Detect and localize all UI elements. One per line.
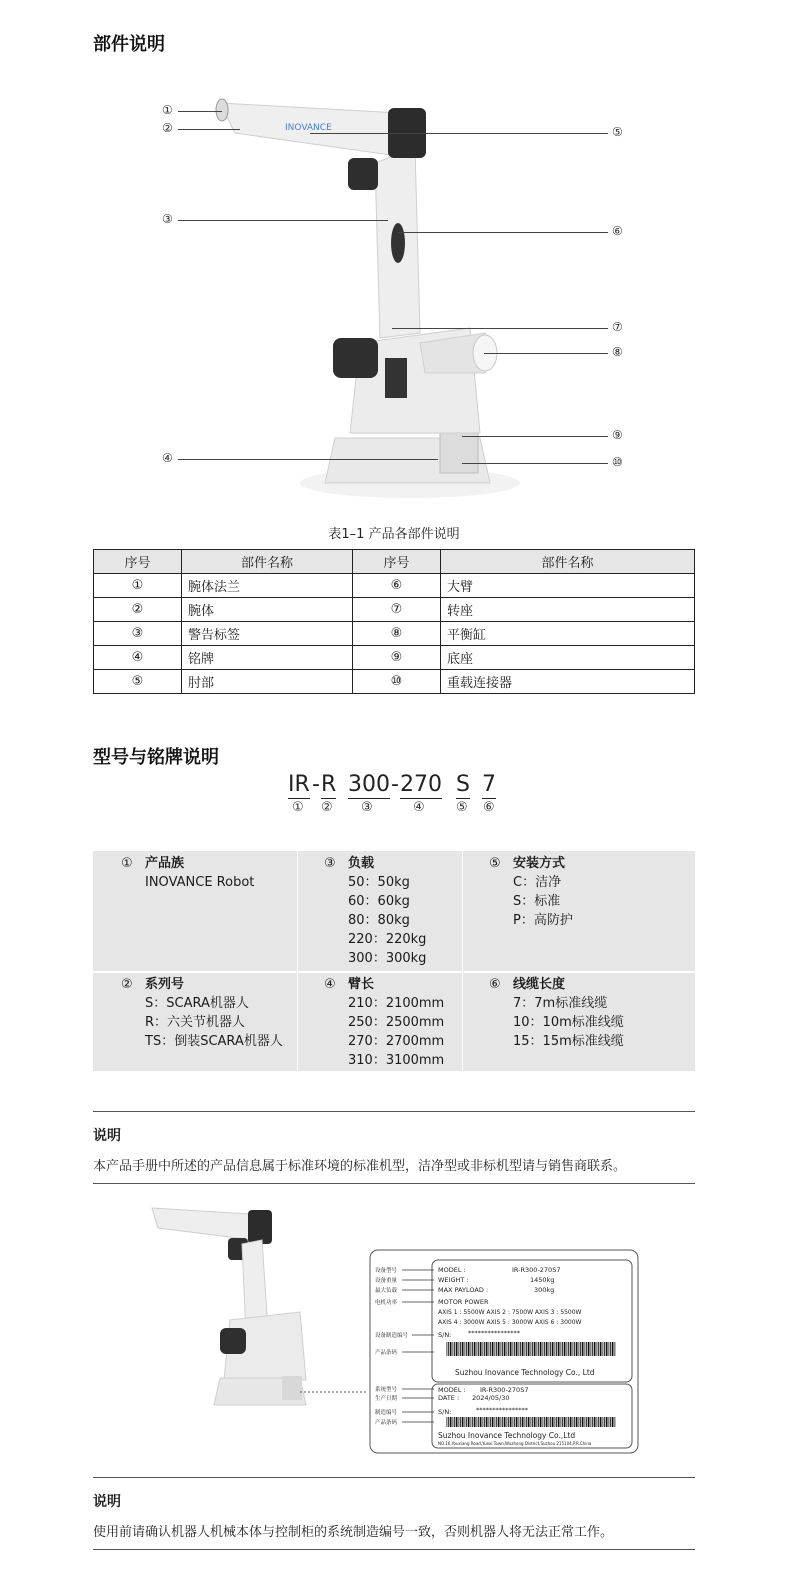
plate-sn-value: **************** [476,1406,528,1414]
note-divider [93,1111,695,1112]
callout-line-7 [392,328,608,329]
plate-address: NO.16,Youxiang Road,Yuexi Town,Wuzhong District,Suzhou 215104,P.R.China [438,1441,592,1446]
info-line: 310：3100mm [348,1053,445,1068]
plate-label: 设备制造编号 [375,1333,409,1339]
table-row [94,622,695,646]
barcode-lower [446,1417,616,1427]
part-number: ⑦ [353,598,441,622]
info-title: 线缆长度 [513,977,566,992]
part-name: 铭牌 [182,646,353,670]
info-line: 250：2500mm [348,1015,445,1030]
robot-thumbnail [152,1208,306,1405]
plate-label: 生产日期 [375,1396,398,1402]
callout-5: ⑤ [612,125,623,139]
code-seg-family: IR [288,772,310,797]
callout-6: ⑥ [612,224,623,238]
plate-axis-row: AXIS 1 : 5500W AXIS 2 : 7500W AXIS 3 : 5500W [438,1309,582,1316]
part-name: 底座 [441,646,695,670]
model-info-arm-length [324,975,445,1070]
info-line: 15：15m标准线缆 [513,1034,624,1049]
table-header: 部件名称 [182,550,353,574]
info-line: 7：7m标准线缆 [513,996,608,1011]
part-name: 重载连接器 [441,670,695,694]
code-seg-mount: S [456,772,470,797]
info-line: 300：300kg [348,951,427,966]
part-name: 腕体法兰 [182,574,353,598]
part-name: 大臂 [441,574,695,598]
plate-date: DATE : [438,1394,460,1402]
part-number: ⑥ [353,574,441,598]
part-number: ⑧ [353,622,441,646]
table-caption: 表1–1 产品各部件说明 [328,527,460,542]
plate-motor: MOTOR POWER [438,1298,489,1306]
model-info-family [121,854,255,892]
info-title: 系列号 [145,977,185,992]
info-line: S：标准 [513,894,561,909]
info-line: 270：2700mm [348,1034,445,1049]
table-header: 部件名称 [441,550,695,574]
callout-line-4 [178,459,438,460]
code-num-1: ① [292,800,304,815]
info-line: 10：10m标准线缆 [513,1015,624,1030]
plate-label: 设备型号 [375,1268,398,1274]
info-line: 80：80kg [348,913,410,928]
callout-line-5 [310,133,608,134]
model-info-grid [93,851,695,1071]
callout-line-6 [398,232,608,233]
callout-2: ② [162,121,173,135]
part-number: ⑤ [94,670,182,694]
plate-payload-value: 300kg [534,1286,555,1294]
code-num-5: ⑤ [456,800,468,815]
info-line: S：SCARA机器人 [145,996,249,1011]
info-num: ① [121,856,133,871]
part-name: 转座 [441,598,695,622]
code-seg-arm: 270 [400,772,442,797]
callout-10: ⑩ [612,455,623,469]
part-name: 警告标签 [182,622,353,646]
info-num: ⑤ [489,856,501,871]
plate-company: Suzhou Inovance Technology Co.,Ltd [438,1431,576,1440]
plate-weight-value: 1450kg [530,1276,555,1284]
info-title: 臂长 [348,977,375,992]
code-seg-payload: 300 [348,772,390,797]
callout-4: ④ [162,451,173,465]
barcode-upper [446,1342,616,1356]
info-num: ④ [324,977,336,992]
info-num: ③ [324,856,336,871]
code-dash: - [391,772,399,797]
info-title: 产品族 [145,856,185,871]
part-number: ③ [94,622,182,646]
code-num-6: ⑥ [483,800,495,815]
callout-3: ③ [162,212,173,226]
code-dash: - [312,772,320,797]
note-text: 使用前请确认机器人机械本体与控制柜的系统制造编号一致，否则机器人将无法正常工作。 [93,1525,614,1540]
model-info-series [121,975,283,1051]
table-row [94,646,695,670]
part-number: ② [94,598,182,622]
section-title-parts: 部件说明 [93,34,165,55]
info-title: 安装方式 [513,856,566,871]
plate-label: 制造编号 [375,1410,398,1416]
plate-weight: WEIGHT : [438,1276,469,1284]
info-num: ⑥ [489,977,501,992]
plate-model: MODEL : [438,1386,466,1394]
plate-label: 设备重量 [375,1278,398,1284]
callout-line-1 [178,111,222,112]
plate-label: 最大负载 [375,1288,398,1294]
plate-sn: S/N: [438,1331,452,1339]
info-line: 210：2100mm [348,996,445,1011]
callout-line-8 [484,353,608,354]
info-line: INOVANCE Robot [145,875,255,890]
note-title: 说明 [93,1494,121,1510]
note-divider [93,1549,695,1550]
plate-sn: S/N: [438,1408,452,1416]
part-name: 腕体 [182,598,353,622]
part-number: ⑨ [353,646,441,670]
plate-label: 产品条码 [375,1350,398,1356]
parts-table [93,549,695,694]
part-number: ④ [94,646,182,670]
info-line: P：高防护 [513,913,573,928]
plate-label: 系统型号 [375,1387,398,1393]
callout-8: ⑧ [612,345,623,359]
note-text: 本产品手册中所述的产品信息属于标准环境的标准机型，洁净型或非标机型请与销售商联系。 [93,1159,627,1174]
info-num: ② [121,977,133,992]
table-row [94,574,695,598]
plate-label: 电机功率 [375,1300,398,1306]
note-divider [93,1183,695,1184]
plate-axis-row: AXIS 4 : 3000W AXIS 5 : 3000W AXIS 6 : 3000W [438,1319,582,1326]
nameplate-illustration [150,1200,650,1458]
callout-9: ⑨ [612,428,623,442]
callout-line-3 [178,220,388,221]
table-header: 序号 [353,550,441,574]
code-num-2: ② [321,800,333,815]
plate-company: Suzhou Inovance Technology Co., Ltd [455,1368,595,1377]
info-line: C：洁净 [513,875,562,890]
plate-sn-value: **************** [468,1329,520,1337]
code-num-4: ④ [413,800,425,815]
code-seg-series: R [321,772,337,797]
code-num-3: ③ [361,800,373,815]
callout-1: ① [162,103,173,117]
part-name: 肘部 [182,670,353,694]
robot-illustration [150,88,650,500]
plate-date-value: 2024/05/30 [472,1394,510,1402]
plate-model: MODEL : [438,1266,466,1274]
info-line: 50：50kg [348,875,410,890]
info-line: 220：220kg [348,932,427,947]
callout-7: ⑦ [612,320,623,334]
info-line: 60：60kg [348,894,410,909]
part-number: ① [94,574,182,598]
part-number: ⑩ [353,670,441,694]
info-line: R：六关节机器人 [145,1015,246,1030]
table-row [94,670,695,694]
callout-line-9 [462,436,608,437]
plate-label: 产品条码 [375,1420,398,1426]
callout-line-2 [178,129,240,130]
plate-model-value: IR-R300-270S7 [512,1266,561,1274]
code-seg-cable: 7 [482,772,496,797]
info-title: 负载 [348,856,375,871]
plate-model-value: IR-R300-270S7 [480,1386,529,1394]
callout-line-10 [462,463,608,464]
model-info-mount [489,854,573,930]
part-name: 平衡缸 [441,622,695,646]
section-title-model: 型号与铭牌说明 [93,747,219,768]
table-row [94,598,695,622]
heavy-connector [440,433,478,473]
plate-payload: MAX PAYLOAD : [438,1286,489,1294]
robot-brand-label: INOVANCE [285,123,332,133]
info-line: TS：倒装SCARA机器人 [145,1034,283,1049]
note-divider [93,1477,695,1478]
model-info-payload [324,854,427,968]
note-title: 说明 [93,1128,121,1144]
model-info-cable [489,975,624,1051]
table-header: 序号 [94,550,182,574]
